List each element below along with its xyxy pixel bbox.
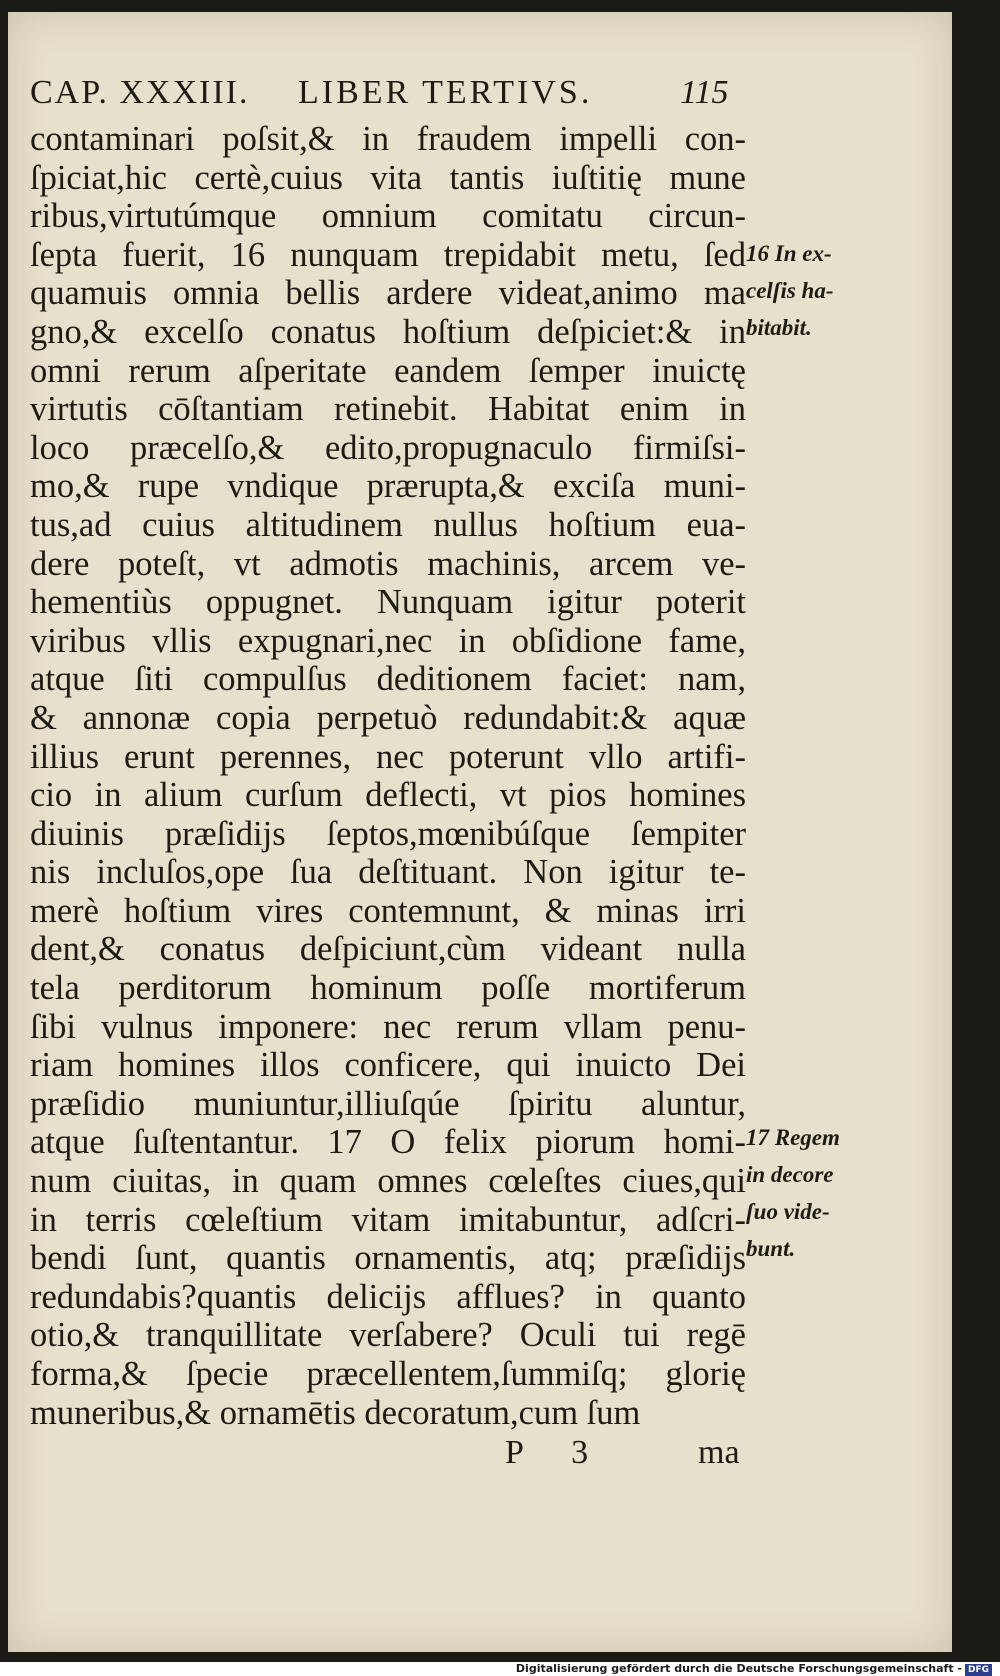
text-line: tela perditorum hominum poſſe mortiferum [30,969,746,1008]
text-line: merè hoſtium vires contemnunt, & minas irri [30,891,746,930]
text-line: contaminari poſsit,& in fraudem impelli con- [30,120,746,158]
chapter-heading: CAP. XXXIII. [30,74,250,111]
text-line: riam homines illos conficere, qui inuicto Dei [30,1046,746,1085]
text-line: bendi ſunt, quantis ornamentis, atq; præſidijs [30,1239,746,1278]
catchword: ma [698,1434,740,1471]
body-text [30,120,746,1432]
text-line: illius erunt perennes, nec poterunt vllo artifi- [30,737,746,776]
text-line: atque ſiti compulſus deditionem faciet: nam, [30,660,746,699]
marginal-note-line: bitabit. [746,315,812,340]
marginal-note-line: celſis ha- [746,278,834,303]
marginal-note-line: 17 Regem [746,1125,840,1150]
text-line: redundabis?quantis delicijs afflues? in quanto [30,1277,746,1316]
book-title-heading: LIBER TERTIVS. [298,74,593,111]
text-line: omni rerum aſperitate eandem ſemper inuictę [30,351,746,390]
running-head [30,74,730,114]
digitization-credit [516,1662,992,1676]
text-line: & annonæ copia perpetuò redundabit:& aquæ [30,698,746,737]
text-line: gno,& excelſo conatus hoſtium deſpiciet:& in [30,312,746,351]
credit-text: Digitalisierung gefördert durch die Deutsche Forschungsgemeinschaft - [515,1662,962,1675]
text-line: muneribus,& ornamētis decoratum,cum ſum [30,1393,641,1432]
book-page [8,12,952,1652]
marginal-note-line: in decore [746,1162,834,1187]
text-line: atque ſuſtentantur. 17 O felix piorum homi- [30,1123,746,1162]
text-line: hementiùs oppugnet. Nunquam igitur poterit [30,583,746,622]
marginal-note-17 [746,1119,951,1267]
dfg-logo: DFG [965,1664,992,1676]
text-line: dent,& conatus deſpiciunt,cùm videant nulla [30,930,746,969]
text-line: diuinis præſidijs ſeptos,mœnibúſque ſempiter [30,814,746,853]
text-line: cio in alium curſum deflecti, vt pios homines [30,776,746,815]
text-line: num ciuitas, in quam omnes cœleſtes ciues,qui [30,1162,746,1201]
text-line: ſpiciat,hic certè,cuius vita tantis iuſtitię mune [30,158,746,197]
text-line: forma,& ſpecie præcellentem,ſummiſq; glorię [30,1355,746,1393]
marginal-note-line: bunt. [746,1236,796,1261]
text-line: in terris cœleſtium vitam imitabuntur, adſcri- [30,1200,746,1239]
folio-number: 115 [680,74,729,111]
signature-mark: P 3 [505,1434,609,1471]
text-line: ribus,virtutúmque omnium comitatu circun- [30,197,746,236]
text-line: præſidio muniuntur,illiuſqúe ſpiritu aluntur, [30,1084,746,1123]
text-line: quamuis omnia bellis ardere videat,animo ma [30,274,746,313]
text-line: viribus vllis expugnari,nec in obſidione fame, [30,621,746,660]
marginal-note-16 [746,235,951,346]
text-line: otio,& tranquillitate verſabere? Oculi tui regē [30,1316,746,1355]
text-line: ſepta fuerit, 16 nunquam trepidabit metu, ſed [30,235,746,274]
text-line: mo,& rupe vndique prærupta,& exciſa muni- [30,467,746,506]
text-line: nis incluſos,ope ſua deſtituant. Non igitur te- [30,853,746,892]
text-line: virtutis cōſtantiam retinebit. Habitat enim in [30,390,746,429]
marginal-note-line: 16 In ex- [746,241,832,266]
marginal-note-line: ſuo vide- [746,1199,830,1224]
text-line: tus,ad cuius altitudinem nullus hoſtium eua- [30,505,746,544]
text-line: dere poteſt, vt admotis machinis, arcem ve- [30,544,746,583]
text-line: loco præcelſo,& edito,propugnaculo firmiſsi- [30,428,746,467]
text-line: ſibi vulnus imponere: nec rerum vllam penu- [30,1007,746,1046]
